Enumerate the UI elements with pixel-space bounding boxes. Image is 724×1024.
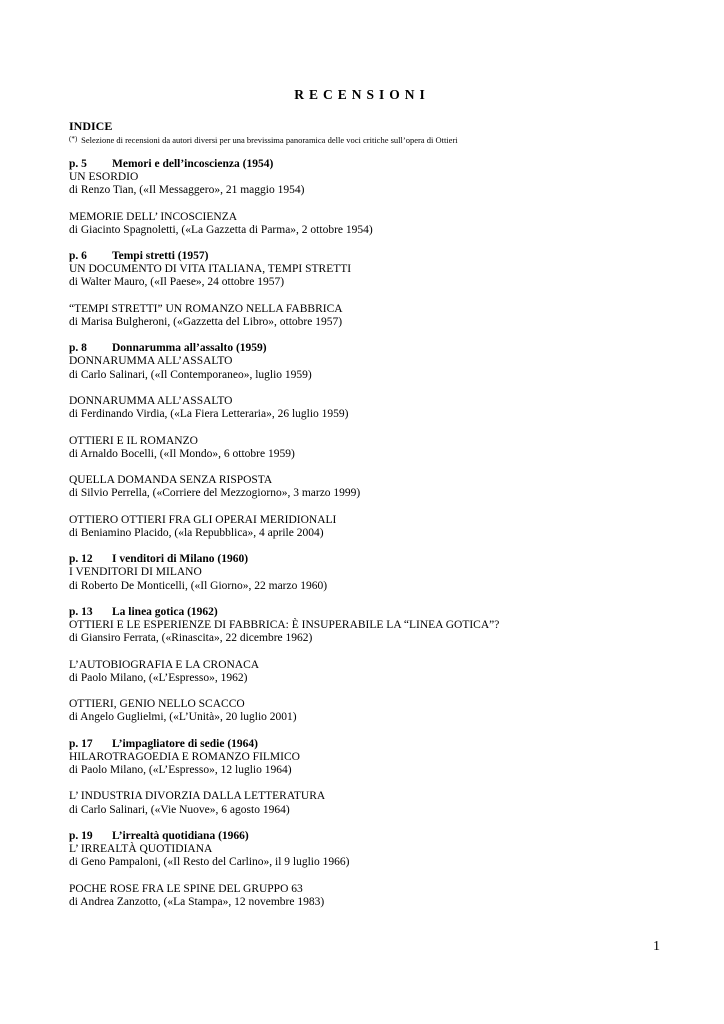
section-heading: [69, 553, 689, 566]
review-author-source: di Ferdinando Virdia, («La Fiera Letteraria», 26 luglio 1959): [69, 408, 349, 421]
review-author-source: di Giansiro Ferrata, («Rinascita», 22 dicembre 1962): [69, 632, 313, 645]
footnote-mark: (*): [69, 135, 78, 143]
review-author-source: di Carlo Salinari, («Il Contemporaneo», luglio 1959): [69, 368, 312, 381]
page-title: RECENSIONI: [294, 87, 430, 102]
review-title: OTTIERI E LE ESPERIENZE DI FABBRICA: È INSUPERABILE LA “LINEA GOTICA”?: [69, 618, 500, 631]
section-work-title: Memori e dell’incoscienza (1954): [112, 158, 274, 170]
review-entry: [69, 435, 689, 462]
review-title: POCHE ROSE FRA LE SPINE DEL GRUPPO 63: [69, 882, 303, 895]
review-entry: [69, 698, 689, 725]
review-author-source: di Giacinto Spagnoletti, («La Gazzetta di Parma», 2 ottobre 1954): [69, 223, 373, 236]
index-section: [69, 830, 689, 909]
review-entry: [69, 474, 689, 501]
index-section: [69, 158, 689, 237]
review-title: “TEMPI STRETTI” UN ROMANZO NELLA FABBRICA: [69, 302, 343, 315]
review-author-source: di Paolo Milano, («L’Espresso», 1962): [69, 671, 248, 684]
section-work-title: La linea gotica (1962): [112, 605, 218, 618]
review-title: OTTIERI, GENIO NELLO SCACCO: [69, 698, 245, 711]
section-heading: [69, 250, 689, 263]
review-author-source: di Silvio Perrella, («Corriere del Mezzogiorno», 3 marzo 1999): [69, 487, 361, 500]
section-heading: [69, 830, 689, 843]
review-title: UN ESORDIO: [69, 171, 139, 183]
section-work-title: Donnarumma all’assalto (1959): [112, 342, 267, 355]
review-author-source: di Andrea Zanzotto, («La Stampa», 12 novembre 1983): [69, 895, 325, 908]
review-entry: [69, 303, 689, 330]
review-entry: [69, 843, 689, 870]
review-title: UN DOCUMENTO DI VITA ITALIANA, TEMPI STRETTI: [69, 263, 352, 276]
review-author-source: di Roberto De Monticelli, («Il Giorno», 22 marzo 1960): [69, 579, 328, 592]
review-entry: [69, 566, 689, 593]
review-author-source: di Renzo Tian, («Il Messaggero», 21 maggio 1954): [69, 184, 305, 197]
review-author-source: di Marisa Bulgheroni, («Gazzetta del Libro», ottobre 1957): [69, 316, 343, 329]
review-title: DONNARUMMA ALL’ASSALTO: [69, 394, 233, 407]
section-page-ref: p. 5: [69, 158, 87, 170]
section-heading: [69, 342, 689, 355]
review-entry: [69, 171, 689, 198]
review-title: MEMORIE DELL’ INCOSCIENZA: [69, 210, 238, 223]
review-title: I VENDITORI DI MILANO: [69, 566, 202, 579]
review-title: DONNARUMMA ALL’ASSALTO: [69, 355, 233, 368]
review-title: L’AUTOBIOGRAFIA E LA CRONACA: [69, 658, 260, 671]
section-work-title: Tempi stretti (1957): [112, 250, 209, 263]
section-page-ref: p. 12: [69, 553, 93, 566]
index-section: [69, 250, 689, 329]
page-number: 1: [653, 939, 660, 954]
review-author-source: di Beniamino Placido, («la Repubblica», 4 aprile 2004): [69, 527, 324, 540]
review-entry: [69, 659, 689, 686]
review-author-source: di Angelo Guglielmi, («L’Unità», 20 luglio 2001): [69, 711, 297, 724]
review-entry: [69, 355, 689, 382]
section-heading: [69, 606, 689, 619]
section-work-title: I venditori di Milano (1960): [112, 553, 249, 566]
review-author-source: di Paolo Milano, («L’Espresso», 12 luglio 1964): [69, 764, 292, 777]
review-title: HILAROTRAGOEDIA E ROMANZO FILMICO: [69, 750, 300, 763]
review-entry: [69, 395, 689, 422]
index-note: [69, 133, 689, 146]
index-section: [69, 342, 689, 540]
review-author-source: di Walter Mauro, («Il Paese», 24 ottobre 1957): [69, 276, 285, 289]
review-title: OTTIERO OTTIERI FRA GLI OPERAI MERIDIONALI: [69, 513, 337, 526]
review-index-list: [69, 158, 689, 909]
review-author-source: di Geno Pampaloni, («Il Resto del Carlino», il 9 luglio 1966): [69, 856, 350, 869]
index-note-text: Selezione di recensioni da autori diversi per una brevissima panoramica delle voci critiche sull’opera di Ottieri: [81, 135, 458, 145]
review-author-source: di Arnaldo Bocelli, («Il Mondo», 6 ottobre 1959): [69, 447, 295, 460]
review-entry: [69, 883, 689, 910]
index-section: [69, 606, 689, 725]
section-heading: [69, 158, 689, 171]
review-title: L’ IRREALTÀ QUOTIDIANA: [69, 842, 213, 855]
index-heading: INDICE: [69, 119, 113, 133]
review-title: L’ INDUSTRIA DIVORZIA DALLA LETTERATURA: [69, 790, 326, 803]
review-entry: [69, 211, 689, 238]
review-title: QUELLA DOMANDA SENZA RISPOSTA: [69, 474, 273, 487]
review-entry: [69, 790, 689, 817]
section-page-ref: p. 6: [69, 250, 87, 263]
review-entry: [69, 751, 689, 778]
section-page-ref: p. 17: [69, 737, 93, 750]
review-entry: [69, 263, 689, 290]
review-entry: [69, 514, 689, 541]
index-section: [69, 738, 689, 817]
section-heading: [69, 738, 689, 751]
review-entry: [69, 619, 689, 646]
section-page-ref: p. 8: [69, 342, 87, 355]
review-title: OTTIERI E IL ROMANZO: [69, 434, 198, 447]
section-work-title: L’impagliatore di sedie (1964): [112, 737, 258, 750]
document-body: [69, 120, 689, 922]
section-page-ref: p. 13: [69, 605, 93, 618]
section-page-ref: p. 19: [69, 829, 93, 842]
section-work-title: L’irrealtà quotidiana (1966): [112, 829, 249, 842]
review-author-source: di Carlo Salinari, («Vie Nuove», 6 agosto 1964): [69, 803, 290, 816]
index-section: [69, 553, 689, 593]
